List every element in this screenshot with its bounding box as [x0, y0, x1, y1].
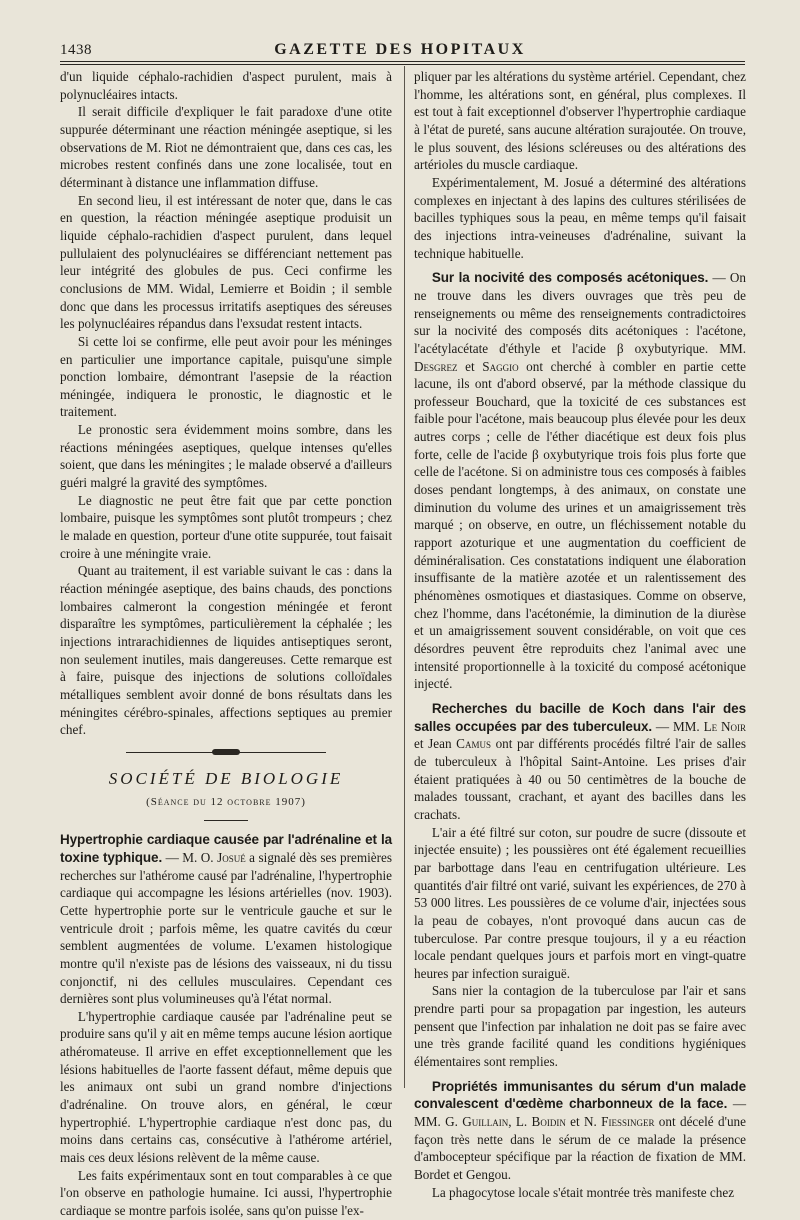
- section-text: ont cherché à combler en partie cette lacune, ils ont d'abord observé, par la méthode classique du professeur Bouchard, que la toxicité de ces substances est faible pour l'acétone, mais beaucoup plus élevée pour les deux autres corps ; celle de l'éther diacétique est deux fois plus forte, celle de l'acide β oxybutyrique trois fois plus forte que celle de l'acétone. Si on administre tous ces composés à faibles doses pendant longtemps, à des animaux, on constate une diminution du volume des urines et un amaigrissement très marqué ; on observe, en outre, un fléchissement notable du rapport azoturique et une augmentation du coefficient de déminéralisation. Ces constatations indiquent une élaboration insuffisante de la matière azotée et un ralentissement des phénomènes osmotiques et diastasiques. Comme on observe, chez l'homme, dans l'acétonémie, la diminution de la diurèse et un amaigrissement souvent considérable, on voit que ces désordres peuvent être reproduits chez l'animal avec une intensité proportionnelle à la toxicité du composé acétonique injecté.: [414, 358, 746, 692]
- header-rule: [60, 61, 745, 62]
- lead-text: — MM.: [652, 718, 704, 734]
- paragraph: Si cette loi se confirme, elle peut avoir pour les méninges en particulier une importance capitale, puisqu'une simple ponction lombaire, démontrant l'asepsie de la réaction méningée, indiquera le pronostic, le diagnostic et le traitement.: [60, 333, 392, 420]
- section-heading: Propriétés immunisantes du sérum d'un malade convalescent d'œdème charbonneux de la face.: [414, 1078, 746, 1112]
- connector-text: , L.: [508, 1114, 532, 1130]
- column-divider: [404, 66, 405, 1088]
- paragraph: En second lieu, il est intéressant de noter que, dans le cas en question, la réaction méningée aseptique produisit un liquide céphalo-rachidien d'aspect purulent, dans lequel pullulaient des polynucléaires se différenciant nettement pas leur intégrité des globules de pus. Ceci confirme les conclusions de MM. Widal, Lemierre et Boidin ; il semble donc que dans les processus irritatifs aseptiques des séreuses les polynucléaires répandus dans l'exsudat restent intacts.: [60, 192, 392, 332]
- paragraph: L'air a été filtré sur coton, sur poudre de sucre (dissoute et injectée ensuite) ; les poussières ont été également recueillies par barbottage dans l'eau en centrifugation ultérieure. Les quantités d'air filtré ont varié, suivant les expériences, de 270 à 53 000 litres. Les poussières de ce volume d'air, injectées sous la peau de cobayes, n'ont provoqué dans aucun cas de tuberculose. Par contre presque toujours, il y a eu réaction locale pendant quelques jours et parfois mort en vingt-quatre heures par infection suraiguë.: [414, 824, 746, 981]
- section-bacille-koch: [414, 700, 746, 824]
- author-name: Le Noir: [703, 718, 747, 734]
- paragraph: L'hypertrophie cardiaque causée par l'adrénaline peut se produire sans qu'il y ait en même temps aucune lésion aortique athéromateuse. Il arrive en effet exceptionnellement que les lésions habituelles de l'aorte fassent défaut, même depuis que les animaux ont subi un grand nombre d'injections d'adrénaline. On trouve alors, en général, le cœur hypertrophié. L'hypertrophie cardiaque n'est donc pas, du moins dans certains cas, consécutive à l'athérome artériel, mais ces deux lésions relèvent de la même cause.: [60, 1008, 392, 1166]
- section-serum: [414, 1078, 746, 1184]
- section-heading: Hypertrophie cardiaque causée par l'adrénaline et la toxine typhique.: [60, 832, 392, 865]
- paragraph: Il serait difficile d'expliquer le fait paradoxe d'une otite suppurée déterminant une réaction méningée aseptique, si les observations de M. Riot ne démontraient que, dans ces cas, les microbes restent confinés dans une zone localisée, tout en déterminant à distance une inflammation diffuse.: [60, 104, 392, 190]
- lead-text: — MM. G.: [414, 1096, 746, 1130]
- running-title: GAZETTE DES HOPITAUX: [274, 41, 526, 58]
- left-column: [60, 68, 392, 1220]
- section-heading: Sur la nocivité des composés acétoniques.: [431, 270, 709, 286]
- paragraph: Le diagnostic ne peut être fait que par cette ponction lombaire, puisque les symptômes sont plutôt trompeurs ; chez le malade en question, porteur d'une otite suppurée, tout faisait croire à une méningite vraie.: [60, 492, 392, 561]
- author-name: Saggio: [482, 358, 519, 374]
- header-rule-double: [60, 64, 745, 65]
- short-rule: [204, 820, 248, 821]
- section-heading: Recherches du bacille de Koch dans l'air des salles occupées par des tuberculeux.: [414, 700, 746, 734]
- author-name: Camus: [456, 736, 491, 752]
- author-name: Boidin: [531, 1114, 566, 1130]
- paragraph: Les faits expérimentaux sont en tout comparables à ce que l'on observe en pathologie humaine. Ici aussi, l'hypertrophie cardiaque se montre parfois isolée, sans qu'on puisse l'ex-: [60, 1167, 392, 1219]
- section-hypertrophie: [60, 831, 392, 1008]
- section-acetoniques: [414, 269, 746, 693]
- section-text: ont décelé d'une façon très nette dans le sérum de ce malade la présence d'ambocepteur spécifique par la réaction de fixation de MM. Bordet et Gengou.: [414, 1114, 746, 1183]
- paragraph: Quant au traitement, il est variable suivant le cas : dans la réaction méningée aseptique, des bains chauds, des ponctions lombaires calmeront la congestion méningée et feront disparaître les symptômes, particulièrement la céphalée ; les injections intrarachidiennes de liquides antiseptiques seront, non seulement inutiles, mais dangereuses. Cette remarque est à faire, puisque des injections de solutions colloïdales métalliques semblent avoir donné de bons résultats dans les méningites cérébro-spinales, affections septiques au premier chef.: [60, 563, 392, 738]
- right-column: [414, 68, 746, 1201]
- author-name: Desgrez: [414, 358, 458, 374]
- section-text: — On ne trouve dans les divers ouvrages que très peu de renseignements ou même des renseignements contradictoires sur la nocivité des composés dits acétoniques : l'acétone, l'acétylacétate d'éthyle et l'acide β oxybutyrique. MM.: [414, 270, 746, 356]
- ornament-divider: [126, 748, 326, 756]
- paragraph: d'un liquide céphalo-rachidien d'aspect purulent, mais à polynucléaires intacts.: [60, 69, 392, 102]
- page-number: 1438: [60, 42, 92, 58]
- lead-text: — M. O.: [162, 849, 218, 865]
- author-name: Josué: [217, 849, 246, 865]
- paragraph: La phagocytose locale s'était montrée très manifeste chez: [431, 1184, 735, 1200]
- paragraph: Le pronostic sera évidemment moins sombre, dans les réactions méningées aseptiques, quelque intenses qu'elles soient, que dans les méningites ; le malade observé a d'ailleurs guéri malgré la gravité des symptômes.: [60, 422, 392, 491]
- author-name: Fiessinger: [601, 1114, 655, 1130]
- section-text: a signalé dès ses premières recherches sur l'athérome causé par l'adrénaline, l'hypertrophie cardiaque qui accompagne les lésions artérielles (nov. 1903). Cette hypertrophie porte sur le ventricule gauche et sur le ventricule droit ; parfois même, les quatre cavités du cœur semblent augmentées de volume. L'examen histologique montre qu'il n'existe pas de lésions des vaisseaux, ni du tissu conjonctif, ni des cellules musculaires. Cependant ces dernières sont plus volumineuses qu'à l'état normal.: [60, 849, 393, 1007]
- session-date: (Séance du 12 octobre 1907): [146, 795, 306, 808]
- connector-text: et N.: [565, 1114, 602, 1130]
- paragraph: pliquer par les altérations du système artériel. Cependant, chez l'homme, les altérations sont, en général, plus complexes. Il est tout à fait exceptionnel d'observer l'hypertrophie cardiaque à l'état de pureté, sans aucune altération surajoutée. On trouve, le plus souvent, des lésions scléreuses ou des altérations des artérioles du muscle cardiaque.: [414, 69, 746, 173]
- society-title: SOCIÉTÉ DE BIOLOGIE: [108, 768, 344, 788]
- connector-text: et: [457, 358, 483, 374]
- connector-text: et Jean: [414, 736, 457, 752]
- author-name: Guillain: [462, 1114, 509, 1130]
- section-text: ont par différents procédés filtré l'air de salles de tuberculeux à l'hôpital Saint-Antoine. Les prises d'air étaient pratiquées à 40 ou 50 centimètres de la bouche de malades toussant, crachant, et ayant des bacilles dans les crachats.: [414, 736, 747, 822]
- paragraph: Expérimentalement, M. Josué a déterminé des altérations complexes en injectant à des lapins des cultures stérilisées de bacilles typhiques sous la peau, en même temps qu'il faisait des injections intra-veineuses d'adrénaline, suivant la technique habituelle.: [414, 174, 746, 261]
- paragraph: Sans nier la contagion de la tuberculose par l'air et sans prendre parti pour sa propagation par ingestion, les auteurs pensent que l'infection par inhalation ne doit pas se faire avec une très grande facilité quand les conditions hygiéniques élémentaires sont remplies.: [414, 983, 746, 1070]
